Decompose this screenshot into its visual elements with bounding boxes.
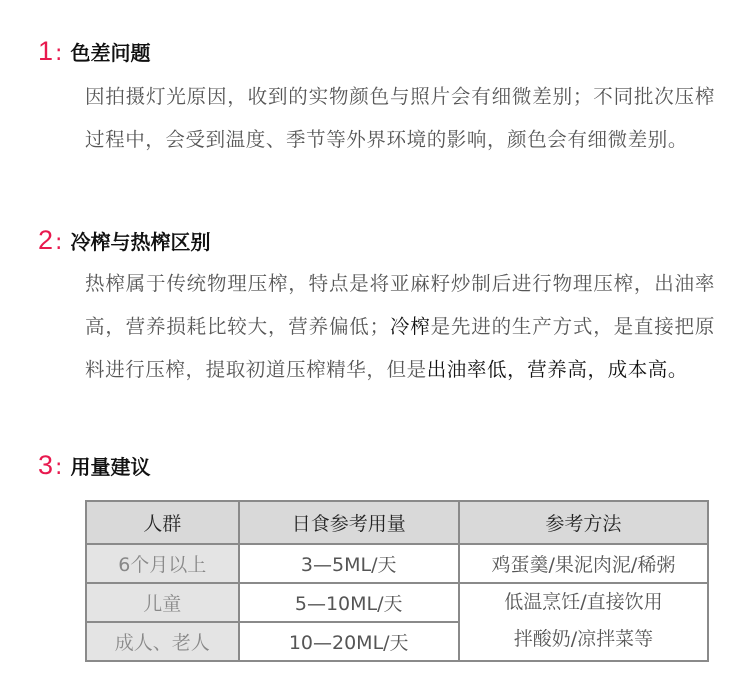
paragraph-text: 热榨属于传统物理压榨，特点是将亚麻籽炒制后进行物理压榨，出油率高，营养损耗比较大，营养偏低；	[85, 272, 715, 338]
section-title: 用量建议	[70, 455, 151, 479]
header-group: 人群	[86, 501, 239, 544]
section-3-heading	[38, 450, 150, 481]
section-1-paragraph: 因拍摄灯光原因，收到的实物颜色与照片会有细微差别；不同批次压榨过程中，会受到温度、季节等外界环境的影响，颜色会有细微差别。	[85, 85, 715, 151]
section-2-paragraph	[85, 262, 715, 391]
method-line: 低温烹饪/直接饮用	[504, 591, 663, 613]
paragraph-highlight: 出油率低，营养高，成本高。	[426, 358, 689, 381]
section-number: 1	[38, 36, 54, 66]
cell-group: 6个月以上	[86, 544, 239, 583]
table-row	[86, 583, 708, 622]
cell-method: 鸡蛋羹/果泥肉泥/稀粥	[459, 544, 708, 583]
section-2-heading	[38, 225, 210, 256]
section-colon: :	[55, 41, 63, 66]
header-method: 参考方法	[459, 501, 708, 544]
section-number: 3	[38, 450, 54, 480]
cell-dose: 10—20ML/天	[239, 622, 459, 661]
section-title: 色差问题	[70, 41, 151, 65]
cell-dose: 5—10ML/天	[239, 583, 459, 622]
table-header-row	[86, 501, 708, 544]
method-line: 拌酸奶/凉拌菜等	[513, 628, 654, 650]
section-colon: :	[55, 230, 63, 255]
cell-dose: 3—5ML/天	[239, 544, 459, 583]
section-title: 冷榨与热榨区别	[70, 230, 211, 254]
paragraph-highlight: 冷榨	[389, 315, 431, 338]
header-dose: 日食参考用量	[239, 501, 459, 544]
section-number: 2	[38, 225, 54, 255]
paragraph-text: 是先进的生产方式，是直接把原料进行压榨，提取初道压榨精华，但是	[85, 315, 715, 381]
table-row	[86, 544, 708, 583]
section-1-heading	[38, 36, 150, 67]
section-colon: :	[55, 455, 63, 480]
cell-group: 儿童	[86, 583, 239, 622]
cell-group: 成人、老人	[86, 622, 239, 661]
dosage-table	[85, 500, 709, 662]
cell-method	[459, 583, 708, 661]
